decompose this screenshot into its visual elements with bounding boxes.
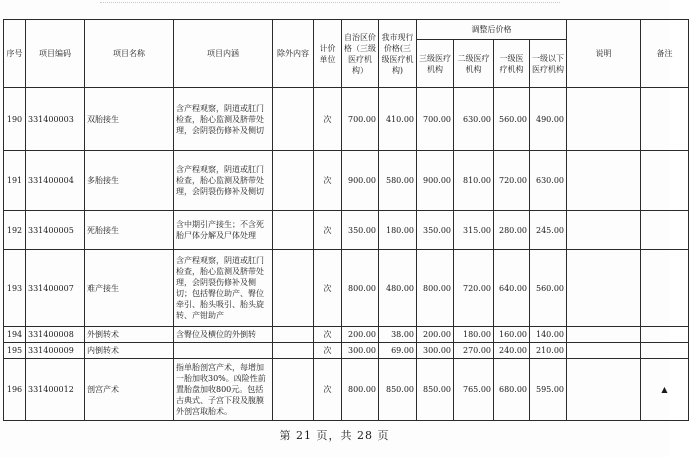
cell-content: 指单胎剖宫产术，每增加一胎加收30%。凶险性前置胎盘加收800元。包括古典式、子宫下段及腹膜外剖宫取胎术。 [174, 359, 273, 421]
cell-remark [641, 88, 689, 151]
cell-code: 331400007 [26, 250, 85, 327]
header-adjusted: 调整后价格 [417, 20, 567, 40]
cell-remark [641, 343, 689, 359]
cell-remark [641, 211, 689, 250]
cell-unit: 次 [314, 211, 342, 250]
cell-level2: 270.00 [454, 343, 494, 359]
cell-content: 含产程观察，阴道或肛门检查，胎心监测及脐带处理，会阴裂伤修补及侧切 [174, 151, 273, 211]
cell-content: 含臀位及横位的外倒转 [174, 327, 273, 343]
cell-city-price: 580.00 [379, 151, 417, 211]
header-note: 说明 [567, 20, 641, 88]
cell-name: 外倒转术 [85, 327, 174, 343]
cell-content: 含产程观察，阴道或肛门检查，胎心监测及脐带处理，会阴裂伤修补及侧切；包括臀位助产、臀位牵引、胎头吸引、胎头旋转、产钳助产 [174, 250, 273, 327]
cell-excluded [273, 327, 314, 343]
cell-content: 含产程观察，阴道或肛门检查，胎心监测及脐带处理，会阴裂伤修补及侧切 [174, 88, 273, 151]
cell-note [567, 250, 641, 327]
cell-excluded [273, 151, 314, 211]
cell-below1: 210.00 [530, 343, 567, 359]
page-footer: 第 21 页，共 28 页 [279, 429, 390, 442]
cell-content [174, 343, 273, 359]
cell-level1: 240.00 [494, 343, 530, 359]
header-level2: 二级医疗机构 [454, 40, 494, 88]
header-remark: 备注 [641, 20, 689, 88]
cell-level3: 350.00 [417, 211, 454, 250]
cell-city-price: 850.00 [379, 359, 417, 421]
table-row [4, 211, 689, 250]
table-row [4, 151, 689, 211]
cell-level3: 900.00 [417, 151, 454, 211]
cell-below1: 630.00 [530, 151, 567, 211]
table-row [4, 250, 689, 327]
cell-below1: 245.00 [530, 211, 567, 250]
cell-code: 331400009 [26, 343, 85, 359]
cell-level2: 315.00 [454, 211, 494, 250]
cell-unit: 次 [314, 151, 342, 211]
cell-level3: 850.00 [417, 359, 454, 421]
cell-code: 331400004 [26, 151, 85, 211]
cell-no: 196 [4, 359, 26, 421]
cell-name: 剖宫产术 [85, 359, 174, 421]
price-table [3, 19, 689, 421]
cell-below1: 595.00 [530, 359, 567, 421]
cell-region-price: 900.00 [342, 151, 379, 211]
page-top-edge [100, 2, 560, 4]
cell-level3: 300.00 [417, 343, 454, 359]
cell-excluded [273, 343, 314, 359]
cell-level3: 800.00 [417, 250, 454, 327]
cell-unit: 次 [314, 250, 342, 327]
cell-city-price: 180.00 [379, 211, 417, 250]
cell-region-price: 800.00 [342, 250, 379, 327]
cell-excluded [273, 250, 314, 327]
cell-level3: 700.00 [417, 88, 454, 151]
header-unit: 计价单位 [314, 20, 342, 88]
cell-level2: 810.00 [454, 151, 494, 211]
table-row [4, 343, 689, 359]
cell-no: 194 [4, 327, 26, 343]
cell-name: 难产接生 [85, 250, 174, 327]
cell-unit: 次 [314, 343, 342, 359]
table-body [4, 88, 689, 421]
cell-level1: 560.00 [494, 88, 530, 151]
cell-remark [641, 250, 689, 327]
cell-note [567, 211, 641, 250]
cell-code: 331400003 [26, 88, 85, 151]
header-name: 项目名称 [85, 20, 174, 88]
cell-no: 190 [4, 88, 26, 151]
cell-remark [641, 151, 689, 211]
triangle-marker-icon: ▲ [641, 359, 689, 421]
table-row [4, 359, 689, 421]
cell-city-price: 480.00 [379, 250, 417, 327]
table-header [4, 20, 689, 88]
cell-below1: 490.00 [530, 88, 567, 151]
cell-level2: 720.00 [454, 250, 494, 327]
header-below1: 一级以下医疗机构 [530, 40, 567, 88]
header-excluded: 除外内容 [273, 20, 314, 88]
cell-excluded [273, 359, 314, 421]
header-city-price: 我市现行价格(三级医疗机构) [379, 20, 417, 88]
cell-level2: 630.00 [454, 88, 494, 151]
header-level1: 一级医疗机构 [494, 40, 530, 88]
cell-region-price: 700.00 [342, 88, 379, 151]
table-row [4, 88, 689, 151]
cell-region-price: 300.00 [342, 343, 379, 359]
cell-level1: 280.00 [494, 211, 530, 250]
header-no: 序号 [4, 20, 26, 88]
cell-unit: 次 [314, 359, 342, 421]
cell-region-price: 800.00 [342, 359, 379, 421]
cell-code: 331400012 [26, 359, 85, 421]
cell-level1: 720.00 [494, 151, 530, 211]
cell-level1: 640.00 [494, 250, 530, 327]
cell-level2: 180.00 [454, 327, 494, 343]
cell-code: 331400008 [26, 327, 85, 343]
cell-unit: 次 [314, 88, 342, 151]
cell-note [567, 343, 641, 359]
cell-unit: 次 [314, 327, 342, 343]
cell-content: 含中期引产接生；不含死胎尸体分解及尸体处理 [174, 211, 273, 250]
cell-code: 331400005 [26, 211, 85, 250]
cell-note [567, 88, 641, 151]
cell-note [567, 327, 641, 343]
cell-city-price: 38.00 [379, 327, 417, 343]
header-level3: 三级医疗机构 [417, 40, 454, 88]
cell-city-price: 69.00 [379, 343, 417, 359]
cell-excluded [273, 88, 314, 151]
cell-remark [641, 327, 689, 343]
cell-no: 195 [4, 343, 26, 359]
cell-level1: 680.00 [494, 359, 530, 421]
cell-name: 多胎接生 [85, 151, 174, 211]
cell-no: 192 [4, 211, 26, 250]
cell-note [567, 151, 641, 211]
cell-region-price: 350.00 [342, 211, 379, 250]
header-content: 项目内涵 [174, 20, 273, 88]
table-row [4, 327, 689, 343]
cell-no: 193 [4, 250, 26, 327]
cell-city-price: 410.00 [379, 88, 417, 151]
cell-below1: 140.00 [530, 327, 567, 343]
cell-name: 内倒转术 [85, 343, 174, 359]
cell-region-price: 200.00 [342, 327, 379, 343]
cell-no: 191 [4, 151, 26, 211]
cell-below1: 560.00 [530, 250, 567, 327]
cell-level2: 765.00 [454, 359, 494, 421]
cell-name: 双胎接生 [85, 88, 174, 151]
cell-name: 死胎接生 [85, 211, 174, 250]
cell-level1: 160.00 [494, 327, 530, 343]
cell-excluded [273, 211, 314, 250]
cell-note [567, 359, 641, 421]
cell-level3: 200.00 [417, 327, 454, 343]
header-code: 项目编码 [26, 20, 85, 88]
header-region-price: 自治区价格（三级医疗机构） [342, 20, 379, 88]
